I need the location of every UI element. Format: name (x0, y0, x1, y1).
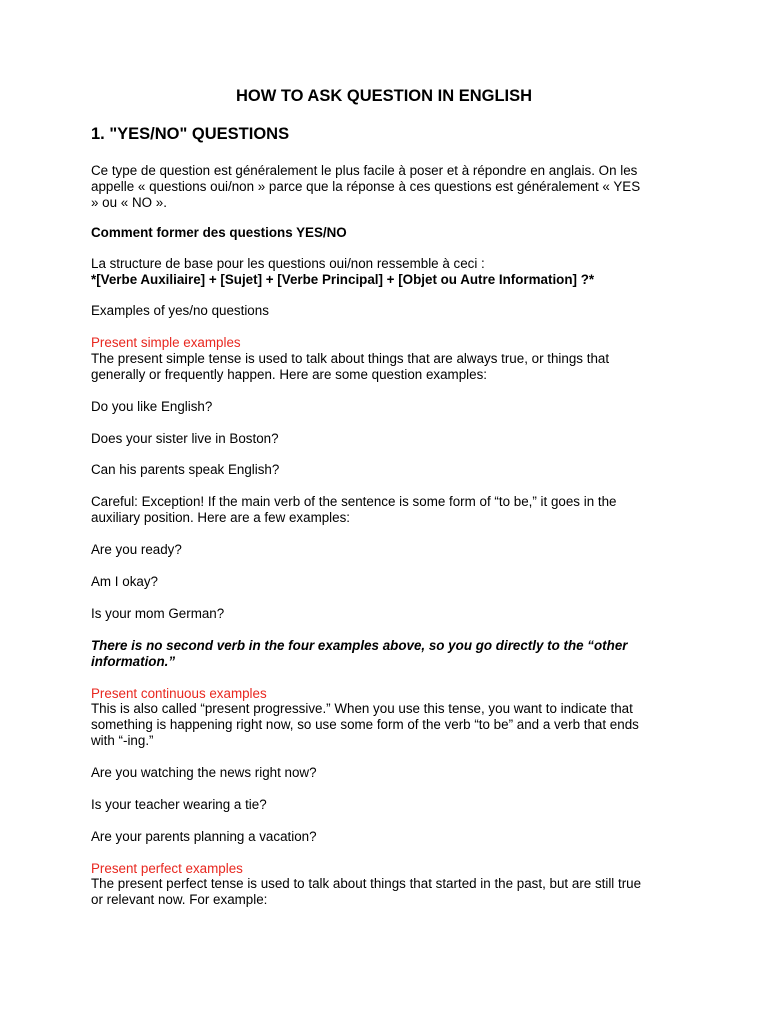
description-line: something is happening right now, so use some form of the verb “to be” and a verb that ends (91, 717, 639, 732)
example-question: Do you like English? (91, 399, 213, 414)
structure-formula: *[Verbe Auxiliaire] + [Sujet] + [Verbe Principal] + [Objet ou Autre Information] ?* (91, 272, 595, 287)
document-title: HOW TO ASK QUESTION IN ENGLISH (235, 87, 533, 105)
careful-line: Careful: Exception! If the main verb of the sentence is some form of “to be,” it goes in the (91, 494, 617, 509)
intro-line: appelle « questions oui/non » parce que la réponse à ces questions est généralement « YES (91, 179, 641, 194)
example-question: Are you ready? (91, 542, 182, 557)
careful-line: auxiliary position. Here are a few examples: (91, 510, 351, 525)
intro-line: Ce type de question est généralement le plus facile à poser et à répondre en anglais. On les (91, 163, 638, 178)
description-line: with “-ing.” (91, 733, 154, 748)
note-line: There is no second verb in the four examples above, so you go directly to the “other (91, 638, 628, 653)
note-line: information.” (91, 654, 176, 669)
careful-paragraph (91, 494, 691, 526)
example-question: Does your sister live in Boston? (91, 431, 279, 446)
description-line: The present perfect tense is used to talk about things that started in the past, but are still true (91, 876, 642, 891)
example-question: Are you watching the news right now? (91, 765, 317, 780)
section-heading-yes-no: 1. "YES/NO" QUESTIONS (91, 125, 290, 143)
present-simple-heading: Present simple examples (91, 335, 241, 350)
description-line: or relevant now. For example: (91, 892, 268, 907)
present-perfect-description (91, 876, 691, 908)
example-question: Can his parents speak English? (91, 462, 280, 477)
examples-label: Examples of yes/no questions (91, 303, 269, 318)
structure-paragraph (91, 256, 691, 288)
present-continuous-heading: Present continuous examples (91, 686, 267, 701)
how-to-heading: Comment former des questions YES/NO (91, 225, 347, 240)
description-line: generally or frequently happen. Here are some question examples: (91, 367, 487, 382)
example-question: Am I okay? (91, 574, 158, 589)
structure-intro: La structure de base pour les questions oui/non ressemble à ceci : (91, 256, 485, 271)
intro-line: » ou « NO ». (91, 195, 167, 210)
description-line: The present simple tense is used to talk about things that are always true, or things that (91, 351, 610, 366)
present-simple-description (91, 351, 691, 383)
present-perfect-heading: Present perfect examples (91, 861, 243, 876)
present-continuous-description (91, 701, 691, 749)
note-paragraph (91, 638, 691, 670)
example-question: Is your mom German? (91, 606, 225, 621)
description-line: This is also called “present progressive.” When you use this tense, you want to indicate that (91, 701, 633, 716)
example-question: Are your parents planning a vacation? (91, 829, 317, 844)
example-question: Is your teacher wearing a tie? (91, 797, 267, 812)
intro-paragraph (91, 163, 691, 211)
